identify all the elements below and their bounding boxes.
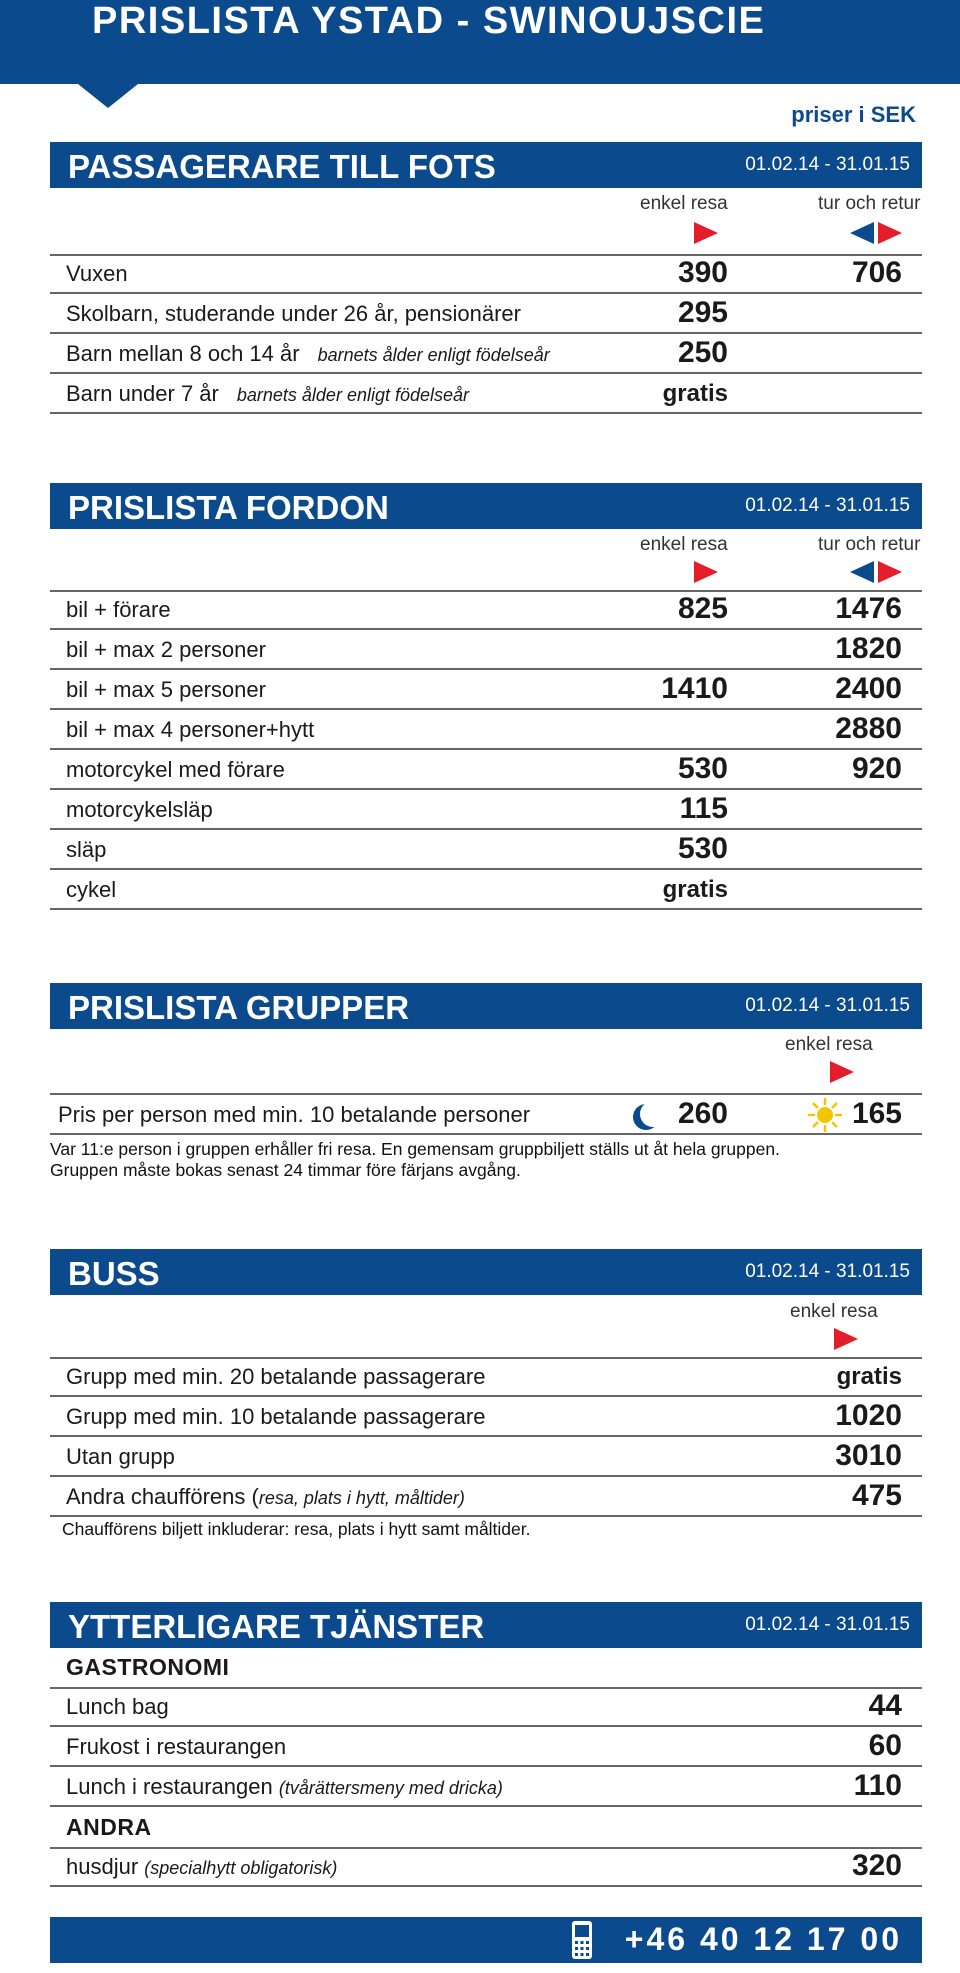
row-label: bil + max 2 personer — [66, 637, 266, 662]
table-row — [50, 1687, 922, 1727]
price-single: 530 — [677, 832, 728, 865]
table-row — [50, 294, 922, 334]
col-single-label: enkel resa — [790, 1301, 878, 1322]
table-row — [50, 750, 922, 790]
price: 60 — [868, 1729, 902, 1762]
moon-icon — [640, 1101, 666, 1127]
row-note: resa, plats i hytt, måltider) — [258, 1488, 465, 1508]
table-row — [50, 790, 922, 830]
price-single: 1410 — [661, 672, 728, 705]
section-bus-header — [50, 1249, 922, 1295]
table-row — [50, 630, 922, 670]
row-label: Andra chaufförens (resa, plats i hytt, måltider) — [66, 1484, 465, 1509]
table-row — [50, 374, 922, 414]
table-row — [50, 670, 922, 710]
table-row — [50, 1847, 922, 1887]
row-label: Lunch bag — [66, 1694, 169, 1719]
banner-pointer — [78, 84, 138, 108]
price-single: 115 — [679, 792, 728, 825]
col-single-label: enkel resa — [640, 193, 728, 214]
price: 110 — [853, 1769, 902, 1802]
bus-footnote: Chaufförens biljett inkluderar: resa, plats i hytt samt måltider. — [62, 1519, 531, 1539]
table-row — [50, 1357, 922, 1397]
section-period: 01.02.14 - 31.01.15 — [745, 1261, 910, 1282]
price-return: 2400 — [835, 672, 902, 705]
row-note: (specialhytt obligatorisk) — [144, 1858, 338, 1878]
row-note: barnets ålder enligt födelseår — [236, 385, 470, 405]
contact-bar — [50, 1917, 922, 1963]
other-heading: ANDRA — [66, 1814, 152, 1840]
section-title: BUSS — [68, 1255, 160, 1292]
row-label: Barn mellan 8 och 14 år barnets ålder enligt födelseår — [66, 341, 550, 366]
section-period: 01.02.14 - 31.01.15 — [745, 154, 910, 175]
price-single: gratis — [662, 380, 728, 407]
price: 320 — [851, 1849, 902, 1882]
section-period: 01.02.14 - 31.01.15 — [745, 1614, 910, 1635]
row-label: Barn under 7 år barnets ålder enligt födelseår — [66, 381, 470, 406]
mobile-phone-icon — [571, 1920, 593, 1960]
section-groups-header — [50, 983, 922, 1029]
return-arrow-right-icon — [878, 561, 902, 583]
row-label: Frukost i restaurangen — [66, 1734, 287, 1759]
row-label: Pris per person med min. 10 betalande personer — [58, 1102, 531, 1127]
title-banner — [0, 0, 960, 84]
row-label: motorcykelsläp — [66, 797, 213, 822]
page-title: PRISLISTA YSTAD - SWINOUJSCIE — [92, 0, 766, 42]
price-single: 390 — [677, 256, 728, 289]
col-return-label: tur och retur — [818, 193, 921, 214]
row-label: bil + max 5 personer — [66, 677, 266, 702]
table-row — [50, 1727, 922, 1767]
table-row — [50, 1767, 922, 1807]
group-note-2: Gruppen måste bokas senast 24 timmar före färjans avgång. — [50, 1160, 521, 1180]
row-label: bil + förare — [66, 597, 171, 622]
section-services-header — [50, 1602, 922, 1648]
table-row — [50, 1437, 922, 1477]
section-period: 01.02.14 - 31.01.15 — [745, 995, 910, 1016]
price-single: 250 — [677, 336, 728, 369]
row-label: bil + max 4 personer+hytt — [66, 717, 315, 742]
row-label: släp — [66, 837, 107, 862]
price-return: 2880 — [835, 712, 902, 745]
section-title: PASSAGERARE TILL FOTS — [68, 148, 496, 185]
single-arrow-icon — [694, 561, 718, 583]
section-period: 01.02.14 - 31.01.15 — [745, 495, 910, 516]
price-single: 825 — [677, 592, 728, 625]
table-row — [50, 1093, 922, 1135]
gastronomy-heading: GASTRONOMI — [66, 1654, 230, 1680]
table-row — [50, 830, 922, 870]
row-note: (tvårättersmeny med dricka) — [278, 1778, 503, 1798]
return-arrow-left-icon — [850, 561, 874, 583]
price-day: 165 — [851, 1097, 902, 1130]
row-label: motorcykel med förare — [66, 757, 285, 782]
return-arrow-left-icon — [850, 222, 874, 244]
row-note: barnets ålder enligt födelseår — [317, 345, 550, 365]
currency-note: priser i SEK — [791, 102, 916, 127]
price-single: 295 — [677, 296, 728, 329]
price: 475 — [851, 1479, 902, 1512]
single-arrow-icon — [830, 1061, 854, 1083]
section-title: YTTERLIGARE TJÄNSTER — [68, 1608, 485, 1645]
price: gratis — [836, 1363, 902, 1390]
table-row — [50, 870, 922, 910]
price: 44 — [868, 1689, 902, 1722]
row-label: Lunch i restaurangen (tvårättersmeny med dricka) — [66, 1774, 503, 1799]
row-label: Utan grupp — [66, 1444, 175, 1469]
price-single: 530 — [677, 752, 728, 785]
section-title: PRISLISTA FORDON — [68, 489, 389, 526]
return-arrow-right-icon — [878, 222, 902, 244]
price-return: 706 — [851, 256, 902, 289]
price-return: 920 — [851, 752, 902, 785]
table-row — [50, 710, 922, 750]
price-single: gratis — [662, 876, 728, 903]
section-vehicles-header — [50, 483, 922, 529]
sun-icon — [808, 1098, 842, 1132]
table-row — [50, 1397, 922, 1437]
table-row — [50, 254, 922, 294]
col-single-label: enkel resa — [640, 534, 728, 555]
section-title: PRISLISTA GRUPPER — [68, 989, 410, 1026]
row-label: Grupp med min. 10 betalande passagerare — [66, 1404, 486, 1429]
row-label: Grupp med min. 20 betalande passagerare — [66, 1364, 486, 1389]
table-row — [50, 590, 922, 630]
group-note-1: Var 11:e person i gruppen erhåller fri resa. En gemensam gruppbiljett ställs ut åt hela gruppen. — [50, 1139, 780, 1159]
phone-number[interactable]: +46 40 12 17 00 — [624, 1921, 902, 1957]
single-arrow-icon — [834, 1328, 858, 1350]
price: 3010 — [835, 1439, 902, 1472]
row-label: Skolbarn, studerande under 26 år, pensionärer — [66, 301, 521, 326]
price-return: 1820 — [835, 632, 902, 665]
price-night: 260 — [677, 1097, 728, 1130]
table-row — [50, 1477, 922, 1517]
row-label: husdjur (specialhytt obligatorisk) — [66, 1854, 338, 1879]
row-label: cykel — [66, 877, 117, 902]
price-return: 1476 — [835, 592, 902, 625]
price: 1020 — [835, 1399, 902, 1432]
table-row — [50, 334, 922, 374]
row-label: Vuxen — [66, 261, 128, 286]
single-arrow-icon — [694, 222, 718, 244]
col-return-label: tur och retur — [818, 534, 921, 555]
section-passengers-header — [50, 142, 922, 188]
col-single-label: enkel resa — [785, 1034, 873, 1055]
